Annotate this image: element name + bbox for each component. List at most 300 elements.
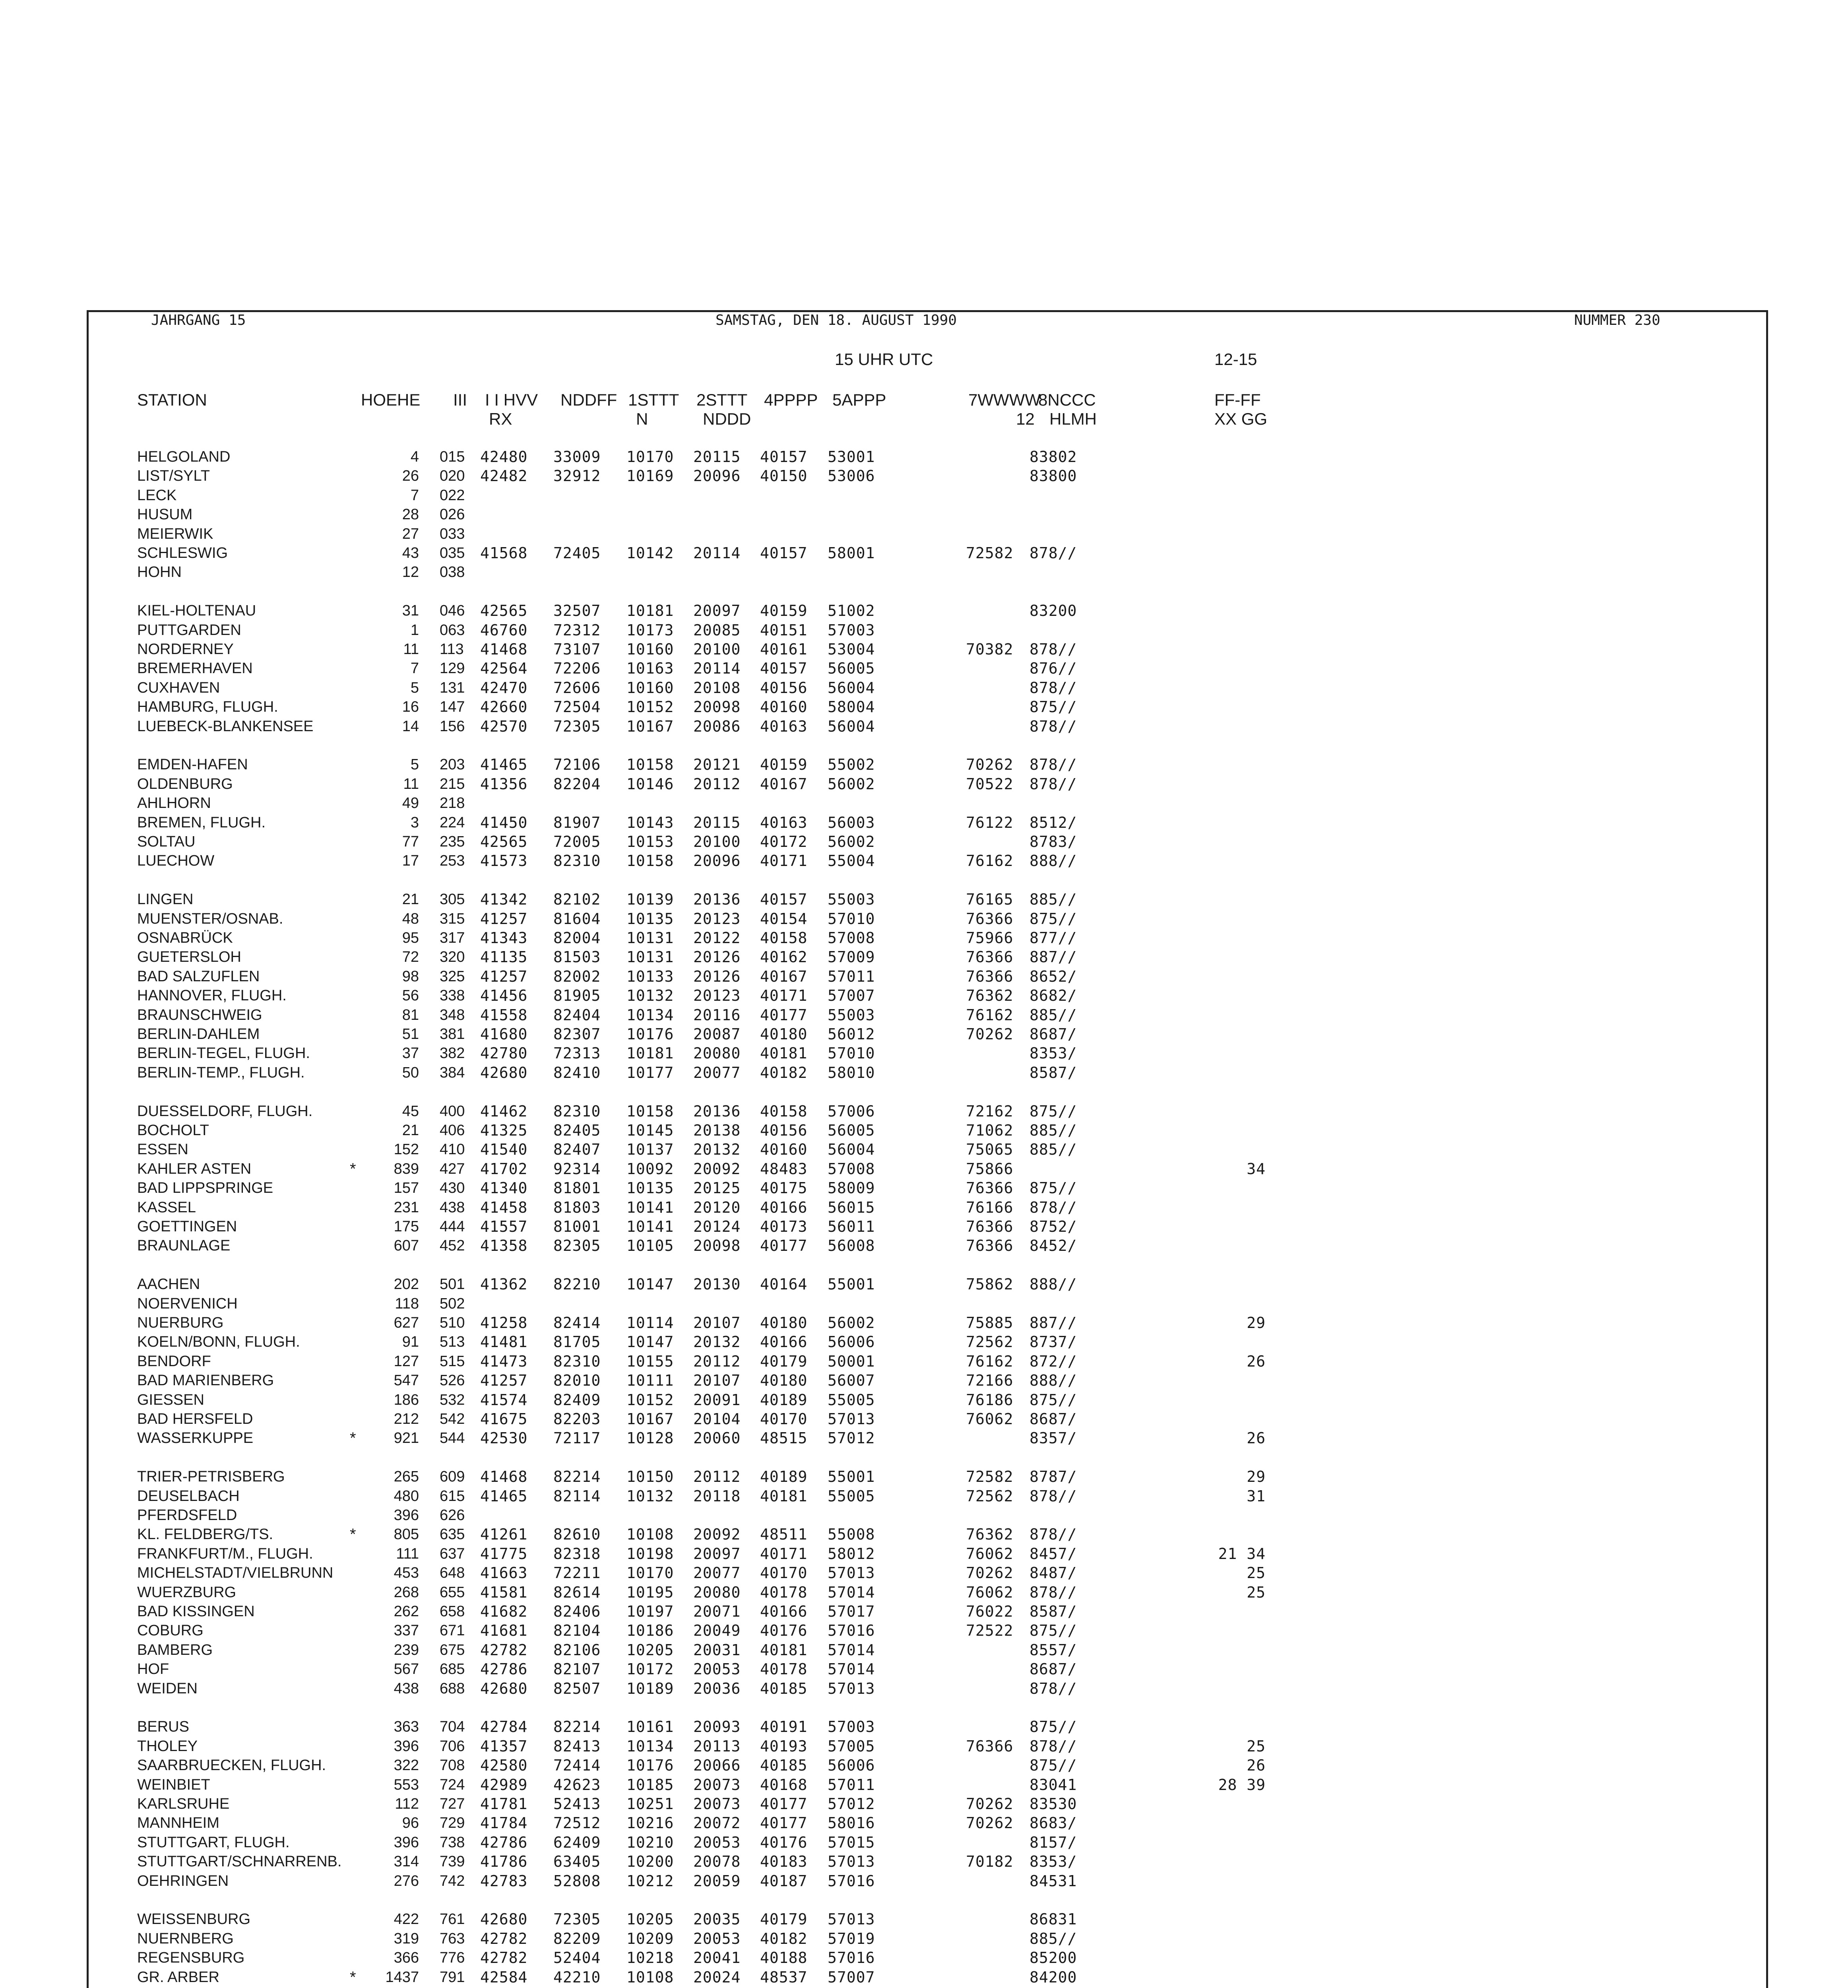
- group-4pppp: 40188: [760, 1949, 808, 1967]
- station-name: KL. FELDBERG/TS.: [137, 1526, 273, 1543]
- station-height: 396: [394, 1507, 419, 1524]
- group-7wwww: 70262: [966, 1814, 1014, 1832]
- station-name: WEIDEN: [137, 1680, 198, 1697]
- col-iii: III: [453, 390, 467, 409]
- station-height: 21: [402, 891, 419, 908]
- group-1sttt: 10108: [626, 1969, 674, 1986]
- station-number: 635: [440, 1526, 465, 1543]
- station-name: BAD HERSFELD: [137, 1411, 253, 1427]
- group-nddff: 32507: [553, 602, 601, 619]
- table-row: [0, 832, 1848, 851]
- table-row: [0, 1544, 1848, 1563]
- group-5appp: 55004: [828, 852, 875, 870]
- group-nddff: 81905: [553, 987, 601, 1004]
- station-name: HOHN: [137, 564, 182, 580]
- table-row: [0, 1525, 1848, 1544]
- group-5appp: 57011: [828, 968, 875, 985]
- group-2sttt: 20091: [693, 1391, 741, 1409]
- station-height: 43: [402, 545, 419, 561]
- group-iihvv: 42584: [480, 1969, 528, 1986]
- group-1sttt: 10150: [626, 1468, 674, 1485]
- col-8nccc: 8NCCC: [1038, 390, 1096, 409]
- group-8nccc: 8557/: [1030, 1641, 1077, 1659]
- group-1sttt: 10114: [626, 1314, 674, 1332]
- station-height: 50: [402, 1064, 419, 1081]
- group-4pppp: 40156: [760, 1122, 808, 1139]
- station-number: 452: [440, 1237, 465, 1254]
- station-name: HOF: [137, 1661, 169, 1677]
- group-4pppp: 40180: [760, 1372, 808, 1389]
- group-1sttt: 10141: [626, 1218, 674, 1235]
- group-nddff: 82407: [553, 1141, 601, 1158]
- group-iihvv: 46760: [480, 621, 528, 639]
- group-nddff: 72305: [553, 718, 601, 735]
- group-nddff: 82210: [553, 1276, 601, 1293]
- group-4pppp: 40177: [760, 1237, 808, 1254]
- group-iihvv: 42782: [480, 1641, 528, 1659]
- group-2sttt: 20100: [693, 833, 741, 850]
- table-row: [0, 851, 1848, 870]
- group-4pppp: 40176: [760, 1622, 808, 1639]
- group-5appp: 57006: [828, 1103, 875, 1120]
- station-number: 406: [440, 1122, 465, 1139]
- group-2sttt: 20080: [693, 1584, 741, 1601]
- group-5appp: 57016: [828, 1872, 875, 1890]
- group-iihvv: 41682: [480, 1603, 528, 1620]
- table-row: [0, 1102, 1848, 1121]
- table-row: [0, 466, 1848, 485]
- group-4pppp: 40164: [760, 1276, 808, 1293]
- group-4pppp: 40157: [760, 544, 808, 562]
- station-number: 015: [440, 448, 465, 465]
- group-4pppp: 40167: [760, 968, 808, 985]
- group-1sttt: 10195: [626, 1584, 674, 1601]
- table-row: [0, 1775, 1848, 1794]
- station-name: OSNABRÜCK: [137, 930, 233, 946]
- group-2sttt: 20115: [693, 814, 741, 831]
- group-2sttt: 20136: [693, 1103, 741, 1120]
- group-iihvv: 41573: [480, 852, 528, 870]
- group-nddff: 82405: [553, 1122, 601, 1139]
- station-number: 129: [440, 660, 465, 677]
- table-row: [0, 447, 1848, 466]
- group-5appp: 57007: [828, 987, 875, 1004]
- group-iihvv: 41257: [480, 968, 528, 985]
- station-height: 337: [394, 1622, 419, 1639]
- group-iihvv: 42780: [480, 1044, 528, 1062]
- group-7wwww: 76362: [966, 987, 1014, 1004]
- group-4pppp: 40175: [760, 1179, 808, 1197]
- table-row: [0, 928, 1848, 947]
- group-ffff: 26: [1247, 1429, 1266, 1447]
- table-row: [0, 1371, 1848, 1390]
- station-number: 113: [440, 641, 464, 658]
- station-height: 91: [402, 1334, 419, 1350]
- station-height: 607: [394, 1237, 419, 1254]
- station-height: 921: [394, 1430, 419, 1446]
- station-height: 839: [394, 1161, 419, 1177]
- group-nddff: 92314: [553, 1160, 601, 1178]
- station-number: 338: [440, 987, 465, 1004]
- group-4pppp: 40179: [760, 1353, 808, 1370]
- group-1sttt: 10143: [626, 814, 674, 831]
- group-iihvv: 41702: [480, 1160, 528, 1178]
- station-height: 396: [394, 1738, 419, 1755]
- group-4pppp: 40150: [760, 467, 808, 485]
- group-iihvv: 42564: [480, 660, 528, 677]
- period-label: 12-15: [1214, 350, 1257, 369]
- group-4pppp: 40157: [760, 891, 808, 908]
- group-nddff: 82214: [553, 1718, 601, 1736]
- group-7wwww: 75065: [966, 1141, 1014, 1158]
- group-2sttt: 20123: [693, 910, 741, 928]
- table-row: [0, 909, 1848, 928]
- group-nddff: 42623: [553, 1776, 601, 1794]
- station-name: ESSEN: [137, 1141, 188, 1158]
- station-name: MEIERWIK: [137, 526, 213, 542]
- group-8nccc: 887//: [1030, 948, 1077, 966]
- group-5appp: 56003: [828, 814, 875, 831]
- station-height: 56: [402, 987, 419, 1004]
- group-1sttt: 10173: [626, 621, 674, 639]
- group-8nccc: 878//: [1030, 718, 1077, 735]
- group-1sttt: 10218: [626, 1949, 674, 1967]
- group-1sttt: 10139: [626, 891, 674, 908]
- station-number: 791: [440, 1969, 465, 1986]
- station-height: 276: [394, 1873, 419, 1889]
- group-nddff: 81604: [553, 910, 601, 928]
- group-1sttt: 10177: [626, 1064, 674, 1081]
- station-number: 400: [440, 1103, 465, 1120]
- station-name: NUERBURG: [137, 1314, 224, 1331]
- table-row: [0, 1852, 1848, 1871]
- group-5appp: 56007: [828, 1372, 875, 1389]
- group-5appp: 57016: [828, 1949, 875, 1967]
- group-5appp: 56004: [828, 679, 875, 697]
- group-nddff: 72206: [553, 660, 601, 677]
- group-iihvv: 41356: [480, 775, 528, 793]
- table-row: [0, 1275, 1848, 1294]
- group-1sttt: 10200: [626, 1853, 674, 1870]
- group-nddff: 81503: [553, 948, 601, 966]
- group-2sttt: 20126: [693, 968, 741, 985]
- group-8nccc: 878//: [1030, 641, 1077, 658]
- group-iihvv: 41468: [480, 641, 528, 658]
- group-nddff: 82305: [553, 1237, 601, 1254]
- station-name: HANNOVER, FLUGH.: [137, 987, 287, 1004]
- group-5appp: 56008: [828, 1237, 875, 1254]
- station-number: 444: [440, 1218, 465, 1235]
- col-rx: RX: [489, 410, 512, 428]
- group-1sttt: 10176: [626, 1757, 674, 1774]
- group-2sttt: 20031: [693, 1641, 741, 1659]
- table-row: [0, 1063, 1848, 1082]
- group-nddff: 42210: [553, 1969, 601, 1986]
- group-8nccc: 878//: [1030, 1738, 1077, 1755]
- table-row: [0, 1602, 1848, 1621]
- group-5appp: 57017: [828, 1603, 875, 1620]
- group-1sttt: 10135: [626, 1179, 674, 1197]
- table-row: [0, 1737, 1848, 1756]
- station-height: 396: [394, 1834, 419, 1851]
- group-8nccc: 875//: [1030, 1179, 1077, 1197]
- group-nddff: 82507: [553, 1680, 601, 1697]
- table-row: [0, 717, 1848, 736]
- group-1sttt: 10160: [626, 641, 674, 658]
- table-row: [0, 1756, 1848, 1775]
- group-1sttt: 10132: [626, 1487, 674, 1505]
- group-4pppp: 40178: [760, 1660, 808, 1678]
- table-row: [0, 1794, 1848, 1813]
- group-7wwww: 75885: [966, 1314, 1014, 1332]
- station-number: 218: [440, 795, 465, 812]
- group-5appp: 57014: [828, 1660, 875, 1678]
- group-7wwww: 75966: [966, 929, 1014, 947]
- group-1sttt: 10105: [626, 1237, 674, 1254]
- group-nddff: 82310: [553, 852, 601, 870]
- table-row: [0, 1236, 1848, 1255]
- group-7wwww: 70262: [966, 1564, 1014, 1582]
- station-name: SOLTAU: [137, 833, 196, 850]
- station-height: 95: [402, 930, 419, 946]
- group-5appp: 56005: [828, 660, 875, 677]
- station-name: KAHLER ASTEN: [137, 1161, 252, 1177]
- group-iihvv: 41261: [480, 1526, 528, 1543]
- table-row: [0, 755, 1848, 774]
- station-number: 438: [440, 1199, 465, 1216]
- group-4pppp: 40156: [760, 679, 808, 697]
- station-height: 366: [394, 1949, 419, 1966]
- station-name: TRIER-PETRISBERG: [137, 1468, 285, 1485]
- station-number: 671: [440, 1622, 465, 1639]
- table-row: [0, 1121, 1848, 1140]
- group-1sttt: 10198: [626, 1545, 674, 1563]
- station-number: 215: [440, 776, 465, 792]
- group-5appp: 56015: [828, 1199, 875, 1216]
- group-nddff: 82404: [553, 1006, 601, 1024]
- group-5appp: 58012: [828, 1545, 875, 1563]
- group-7wwww: 76122: [966, 814, 1014, 831]
- station-height: 265: [394, 1468, 419, 1485]
- station-height: 45: [402, 1103, 419, 1120]
- group-7wwww: 76366: [966, 1218, 1014, 1235]
- station-name: MICHELSTADT/VIELBRUNN: [137, 1565, 334, 1581]
- group-nddff: 52404: [553, 1949, 601, 1967]
- station-height: 26: [402, 468, 419, 484]
- station-name: REGENSBURG: [137, 1949, 245, 1966]
- col-5appp: 5APPP: [832, 390, 886, 409]
- station-number: 253: [440, 852, 465, 869]
- station-height: 438: [394, 1680, 419, 1697]
- station-number: 502: [440, 1295, 465, 1312]
- date-label: SAMSTAG, DEN 18. AUGUST 1990: [716, 312, 957, 328]
- group-4pppp: 40177: [760, 1006, 808, 1024]
- group-7wwww: 70382: [966, 641, 1014, 658]
- group-4pppp: 48483: [760, 1160, 808, 1178]
- station-number: 224: [440, 814, 465, 831]
- station-name: KASSEL: [137, 1199, 196, 1216]
- group-5appp: 57013: [828, 1910, 875, 1928]
- group-1sttt: 10134: [626, 1006, 674, 1024]
- station-number: 022: [440, 487, 465, 504]
- group-5appp: 57015: [828, 1834, 875, 1851]
- group-7wwww: 72522: [966, 1622, 1014, 1639]
- group-8nccc: 83041: [1030, 1776, 1077, 1794]
- group-nddff: 82114: [553, 1487, 601, 1505]
- group-4pppp: 48515: [760, 1429, 808, 1447]
- col-hlmh: HLMH: [1049, 410, 1097, 428]
- group-iihvv: 41557: [480, 1218, 528, 1235]
- table-row: [0, 1390, 1848, 1409]
- group-iihvv: 41465: [480, 756, 528, 773]
- group-4pppp: 40167: [760, 775, 808, 793]
- group-1sttt: 10137: [626, 1141, 674, 1158]
- group-nddff: 81001: [553, 1218, 601, 1235]
- group-2sttt: 20066: [693, 1757, 741, 1774]
- group-5appp: 57008: [828, 929, 875, 947]
- group-7wwww: 70262: [966, 1025, 1014, 1043]
- group-5appp: 58004: [828, 698, 875, 716]
- group-nddff: 72606: [553, 679, 601, 697]
- station-number: 046: [440, 602, 465, 619]
- group-8nccc: 86831: [1030, 1910, 1077, 1928]
- group-8nccc: 887//: [1030, 1314, 1077, 1332]
- group-nddff: 32912: [553, 467, 601, 485]
- group-nddff: 82214: [553, 1468, 601, 1485]
- group-nddff: 72117: [553, 1429, 601, 1447]
- group-8nccc: 8353/: [1030, 1044, 1077, 1062]
- group-1sttt: 10134: [626, 1738, 674, 1755]
- group-1sttt: 10155: [626, 1353, 674, 1370]
- group-2sttt: 20087: [693, 1025, 741, 1043]
- station-name: MANNHEIM: [137, 1815, 219, 1831]
- group-nddff: 33009: [553, 448, 601, 466]
- col-iihvv: I I HVV: [485, 390, 538, 409]
- group-8nccc: 878//: [1030, 679, 1077, 697]
- group-2sttt: 20098: [693, 698, 741, 716]
- station-number: 305: [440, 891, 465, 908]
- group-8nccc: 83802: [1030, 448, 1077, 466]
- group-5appp: 55005: [828, 1391, 875, 1409]
- table-row: [0, 1178, 1848, 1198]
- group-8nccc: 888//: [1030, 1276, 1077, 1293]
- group-8nccc: 885//: [1030, 1141, 1077, 1158]
- group-5appp: 53006: [828, 467, 875, 485]
- group-iihvv: 42482: [480, 467, 528, 485]
- group-2sttt: 20112: [693, 775, 741, 793]
- group-8nccc: 877//: [1030, 929, 1077, 947]
- station-name: DUESSELDORF, FLUGH.: [137, 1103, 313, 1120]
- station-number: 615: [440, 1488, 465, 1505]
- group-iihvv: 41342: [480, 891, 528, 908]
- group-4pppp: 40181: [760, 1487, 808, 1505]
- group-7wwww: 76062: [966, 1410, 1014, 1428]
- station-name: NUERNBERG: [137, 1930, 234, 1947]
- group-4pppp: 48537: [760, 1969, 808, 1986]
- station-height: 27: [402, 526, 419, 542]
- station-name: WEINBIET: [137, 1776, 210, 1793]
- group-8nccc: 885//: [1030, 1930, 1077, 1947]
- group-iihvv: 42989: [480, 1776, 528, 1794]
- group-5appp: 57009: [828, 948, 875, 966]
- station-height: 212: [394, 1411, 419, 1427]
- group-1sttt: 10158: [626, 756, 674, 773]
- group-7wwww: 76366: [966, 1179, 1014, 1197]
- group-1sttt: 10108: [626, 1526, 674, 1543]
- group-4pppp: 40171: [760, 987, 808, 1004]
- station-name: STUTTGART/SCHNARRENB.: [137, 1853, 342, 1870]
- station-number: 706: [440, 1738, 465, 1755]
- group-nddff: 62409: [553, 1834, 601, 1851]
- group-1sttt: 10132: [626, 987, 674, 1004]
- table-row: [0, 967, 1848, 986]
- group-iihvv: 42783: [480, 1872, 528, 1890]
- group-5appp: 55003: [828, 891, 875, 908]
- table-row: [0, 1583, 1848, 1602]
- group-5appp: 56004: [828, 718, 875, 735]
- group-1sttt: 10185: [626, 1776, 674, 1794]
- station-height: 28: [402, 506, 419, 523]
- station-number: 729: [440, 1815, 465, 1831]
- table-row: [0, 1910, 1848, 1929]
- station-number: 685: [440, 1661, 465, 1677]
- group-iihvv: 41462: [480, 1103, 528, 1120]
- table-row: [0, 986, 1848, 1005]
- group-5appp: 55008: [828, 1526, 875, 1543]
- group-nddff: 82104: [553, 1622, 601, 1639]
- station-number: 026: [440, 506, 465, 523]
- station-name: HAMBURG, FLUGH.: [137, 699, 278, 715]
- station-number: 542: [440, 1411, 465, 1427]
- jahrgang-label: JAHRGANG 15: [151, 312, 246, 328]
- group-8nccc: 875//: [1030, 910, 1077, 928]
- group-iihvv: 42784: [480, 1718, 528, 1736]
- group-4pppp: 40160: [760, 1141, 808, 1158]
- group-2sttt: 20132: [693, 1141, 741, 1158]
- group-2sttt: 20121: [693, 756, 741, 773]
- group-4pppp: 40183: [760, 1853, 808, 1870]
- col-7wwww: 7WWWW: [968, 390, 1041, 409]
- group-nddff: 82107: [553, 1660, 601, 1678]
- group-1sttt: 10147: [626, 1333, 674, 1351]
- col-station: STATION: [137, 390, 207, 409]
- station-height: 7: [410, 660, 419, 677]
- group-2sttt: 20024: [693, 1969, 741, 1986]
- group-2sttt: 20059: [693, 1872, 741, 1890]
- group-4pppp: 40170: [760, 1410, 808, 1428]
- station-height: 31: [402, 602, 419, 619]
- group-4pppp: 40154: [760, 910, 808, 928]
- group-7wwww: 70262: [966, 1795, 1014, 1813]
- group-1sttt: 10133: [626, 968, 674, 985]
- group-nddff: 82203: [553, 1410, 601, 1428]
- group-7wwww: 76162: [966, 852, 1014, 870]
- group-5appp: 57010: [828, 910, 875, 928]
- group-8nccc: 888//: [1030, 852, 1077, 870]
- group-5appp: 57003: [828, 621, 875, 639]
- group-2sttt: 20053: [693, 1834, 741, 1851]
- group-1sttt: 10163: [626, 660, 674, 677]
- group-4pppp: 40158: [760, 929, 808, 947]
- group-4pppp: 40163: [760, 814, 808, 831]
- table-row: [0, 1929, 1848, 1948]
- station-number: 648: [440, 1565, 465, 1581]
- group-7wwww: 72562: [966, 1333, 1014, 1351]
- group-2sttt: 20132: [693, 1333, 741, 1351]
- group-4pppp: 40182: [760, 1930, 808, 1947]
- group-7wwww: 70182: [966, 1853, 1014, 1870]
- group-2sttt: 20080: [693, 1044, 741, 1062]
